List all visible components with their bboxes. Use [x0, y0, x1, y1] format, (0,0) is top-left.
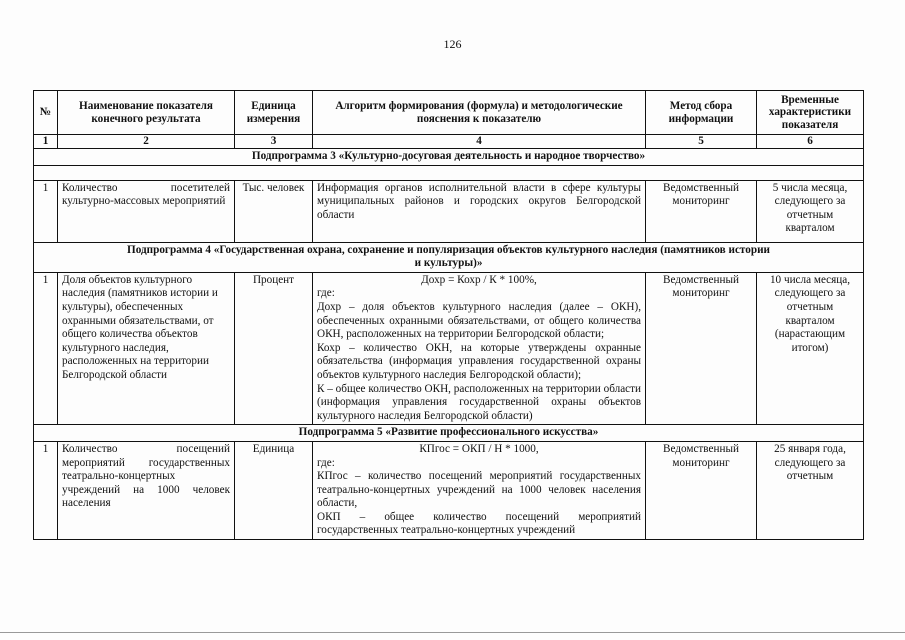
scan-edge-line	[0, 632, 905, 633]
spacer	[34, 165, 864, 180]
subprogram-title: Подпрограмма 5 «Развитие профессионального искусства»	[34, 425, 864, 442]
row-timing: 10 числа месяца, следующего за отчетным кварталом (нарастающим итогом)	[757, 272, 864, 425]
col-number: 3	[235, 135, 313, 149]
header-algorithm: Алгоритм формирования (формула) и методологические пояснения к показателю	[313, 91, 646, 135]
subprogram-title: Подпрограмма 3 «Культурно-досуговая деятельность и народное творчество»	[34, 149, 864, 166]
row-timing: 5 числа месяца, следующего за отчетным кварталом	[757, 180, 864, 242]
header-row	[34, 91, 864, 135]
description-line: ОКП – общее количество посещений мероприятий государственных театрально-концертных учреждений	[317, 510, 641, 537]
header-method: Метод сбора информации	[646, 91, 757, 135]
subprogram-5-title-row	[34, 425, 864, 442]
formula: Дохр = Кохр / К * 100%,	[421, 273, 537, 286]
row-unit: Тыс. человек	[235, 180, 313, 242]
col-number: 4	[313, 135, 646, 149]
row-unit: Единица	[235, 441, 313, 539]
header-unit: Единица измерения	[235, 91, 313, 135]
description-line: КПгос – количество посещений мероприятий государственных театрально-концертных учреждений на 1000 человек населения области,	[317, 470, 641, 510]
row-num: 1	[34, 272, 58, 425]
row-unit: Процент	[235, 272, 313, 425]
row-algorithm	[313, 272, 646, 425]
table-row	[34, 441, 864, 539]
row-name: Доля объектов культурного наследия (памятников истории и культуры), обеспеченных охранными обязательствами, от общего количества объектов культурного наследия, расположенных на территории Белгородской области	[58, 272, 235, 425]
row-method: Ведомственный мониторинг	[646, 272, 757, 425]
subprogram-3-title-row	[34, 149, 864, 166]
row-method: Ведомственный мониторинг	[646, 180, 757, 242]
row-algorithm	[313, 441, 646, 539]
row-name: Количество посетителей культурно-массовых мероприятий	[58, 180, 235, 242]
formula: КПгос = ОКП / Н * 1000,	[419, 442, 539, 455]
description-line: Дохр – доля объектов культурного наследия (далее – ОКН), обеспеченных охранными обязательствами, от общего количества ОКН, расположенных на территории Белгородской области;	[317, 300, 641, 341]
col-number: 5	[646, 135, 757, 149]
subprogram-title: Подпрограмма 4 «Государственная охрана, сохранение и популяризация объектов культурного наследия (памятников истории и культуры)»	[34, 242, 864, 272]
spacer-row	[34, 165, 864, 180]
description-line: К – общее количество ОКН, расположенных на территории области (информация управления государственной охраны объектов культурного наследия Белгородской области)	[317, 382, 641, 422]
table-row	[34, 272, 864, 425]
table-row	[34, 180, 864, 242]
col-number: 2	[58, 135, 235, 149]
row-algorithm: Информация органов исполнительной власти в сфере культуры муниципальных районов и городских округов Белгородской области	[313, 180, 646, 242]
indicators-table	[33, 90, 864, 540]
column-numbers-row	[34, 135, 864, 149]
row-name: Количество посещений мероприятий государственных театрально-концертных учреждений на 1000 человек населения	[58, 441, 235, 539]
col-number: 6	[757, 135, 864, 149]
description-line: Кохр – количество ОКН, на которые утверждены охранные обязательства (информация управления государственной охраны объектов культурного наследия Белгородской области);	[317, 341, 641, 381]
header-num: №	[34, 91, 58, 135]
header-timing: Временные характеристики показателя	[757, 91, 864, 135]
row-timing: 25 января года, следующего за отчетным	[757, 441, 864, 539]
row-num: 1	[34, 441, 58, 539]
where-label: где:	[317, 287, 335, 300]
col-number: 1	[34, 135, 58, 149]
header-name: Наименование показателя конечного результата	[58, 91, 235, 135]
page-number: 126	[443, 37, 462, 51]
where-label: где:	[317, 456, 335, 469]
row-num: 1	[34, 180, 58, 242]
subprogram-4-title-row	[34, 242, 864, 272]
row-method: Ведомственный мониторинг	[646, 441, 757, 539]
